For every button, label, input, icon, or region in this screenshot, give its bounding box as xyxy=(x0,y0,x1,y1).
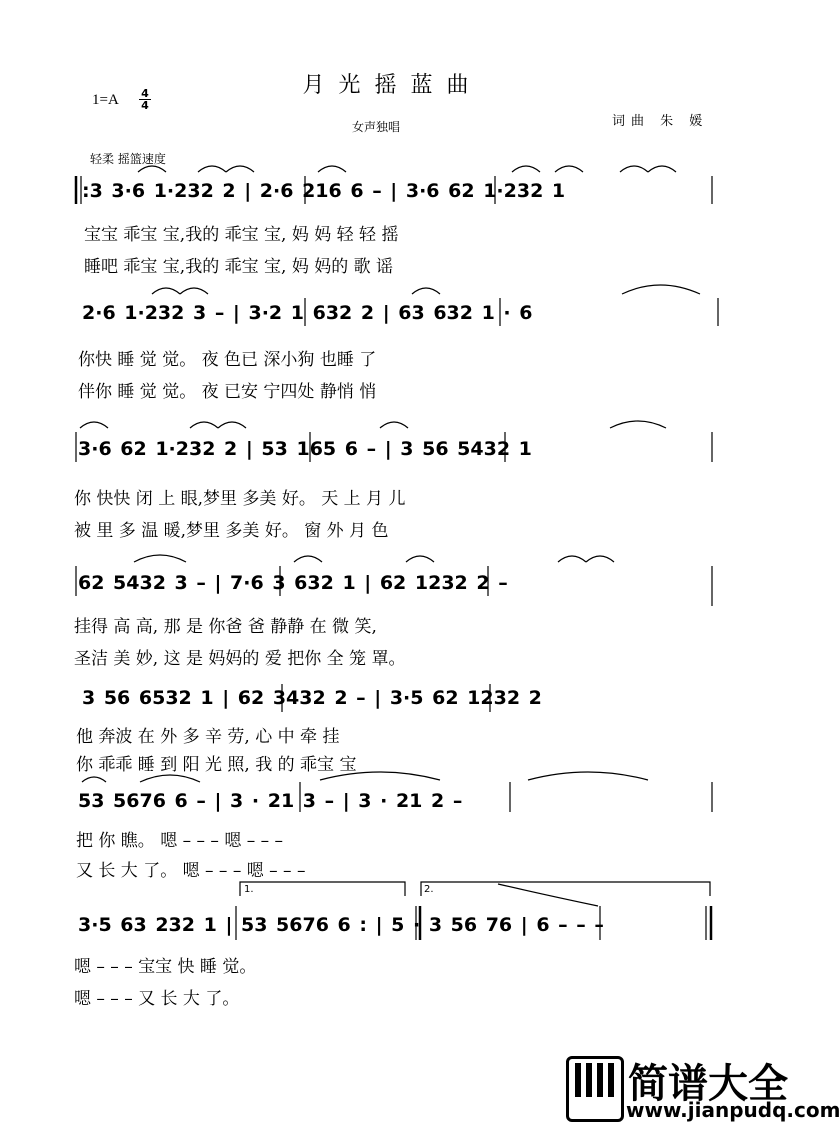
tempo-marking: 轻柔 摇篮速度 xyxy=(90,152,166,166)
notes-line-7: 3·5 63 232 1 | 53 5676 6 : | 5 · 3 56 76 | 6 – – – xyxy=(78,914,604,936)
volta-first-ending: 1. xyxy=(244,884,254,895)
notes-line-3: 3·6 62 1·232 2 | 53 165 6 – | 3 56 5432 1 xyxy=(78,438,532,460)
lyrics-line-1-verse-1: 宝宝 乖宝 宝,我的 乖宝 宝, 妈 妈 轻 轻 摇 xyxy=(84,225,399,245)
notes-line-1: :3 3·6 1·232 2 | 2·6 216 6 – | 3·6 62 1·232 1 xyxy=(82,180,566,202)
lyrics-line-6-verse-2: 又 长 大 了。 嗯 – – – 嗯 – – – xyxy=(76,861,306,881)
notes-line-2: 2·6 1·232 3 – | 3·2 1 632 2 | 63 632 1 · 6 xyxy=(82,302,533,324)
logo-url: www.jianpudq.com xyxy=(626,1098,840,1122)
time-signature-denominator: 4 xyxy=(141,99,149,112)
lyrics-line-1-verse-2: 睡吧 乖宝 宝,我的 乖宝 宝, 妈 妈的 歌 谣 xyxy=(84,257,394,277)
lyrics-line-2-verse-2: 伴你 睡 觉 觉。 夜 已安 宁四处 静悄 悄 xyxy=(78,382,377,402)
piano-logo-icon xyxy=(566,1056,624,1122)
lyrics-line-2-verse-1: 你快 睡 觉 觉。 夜 色已 深小狗 也睡 了 xyxy=(78,350,377,370)
lyrics-line-4-verse-1: 挂得 高 高, 那 是 你爸 爸 静静 在 微 笑, xyxy=(74,617,377,637)
subtitle: 女声独唱 xyxy=(352,120,401,134)
time-signature-numerator: 4 xyxy=(141,87,149,100)
notes-line-6: 53 5676 6 – | 3 · 21 3 – | 3 · 21 2 – xyxy=(78,790,463,812)
lyrics-line-7-verse-2: 嗯 – – – 又 长 大 了。 xyxy=(74,989,240,1009)
key-signature: 1=A xyxy=(92,92,119,108)
logo-title: 简谱大全 xyxy=(628,1061,788,1107)
notes-line-5: 3 56 6532 1 | 62 3432 2 – | 3·5 62 1232 2 xyxy=(82,687,542,709)
lyrics-line-6-verse-1: 把 你 瞧。 嗯 – – – 嗯 – – – xyxy=(76,831,284,851)
lyrics-line-7-verse-1: 嗯 – – – 宝宝 快 睡 觉。 xyxy=(74,957,257,977)
lyrics-line-3-verse-2: 被 里 多 温 暖,梦里 多美 好。 窗 外 月 色 xyxy=(74,521,389,541)
notes-line-4: 62 5432 3 – | 7·6 3 632 1 | 62 1232 2 – xyxy=(78,572,508,594)
volta-second-ending: 2. xyxy=(424,884,434,895)
composer-credit: 词曲 朱 媛 xyxy=(612,114,709,129)
lyrics-line-3-verse-1: 你 快快 闭 上 眼,梦里 多美 好。 天 上 月 儿 xyxy=(74,489,406,509)
lyrics-line-5-verse-1: 他 奔波 在 外 多 辛 劳, 心 中 牵 挂 xyxy=(76,727,340,747)
song-title: 月光摇蓝曲 xyxy=(302,73,483,98)
time-signature xyxy=(138,88,152,111)
lyrics-line-4-verse-2: 圣洁 美 妙, 这 是 妈妈的 爱 把你 全 笼 罩。 xyxy=(74,649,406,669)
lyrics-line-5-verse-2: 你 乖乖 睡 到 阳 光 照, 我 的 乖宝 宝 xyxy=(76,755,357,775)
